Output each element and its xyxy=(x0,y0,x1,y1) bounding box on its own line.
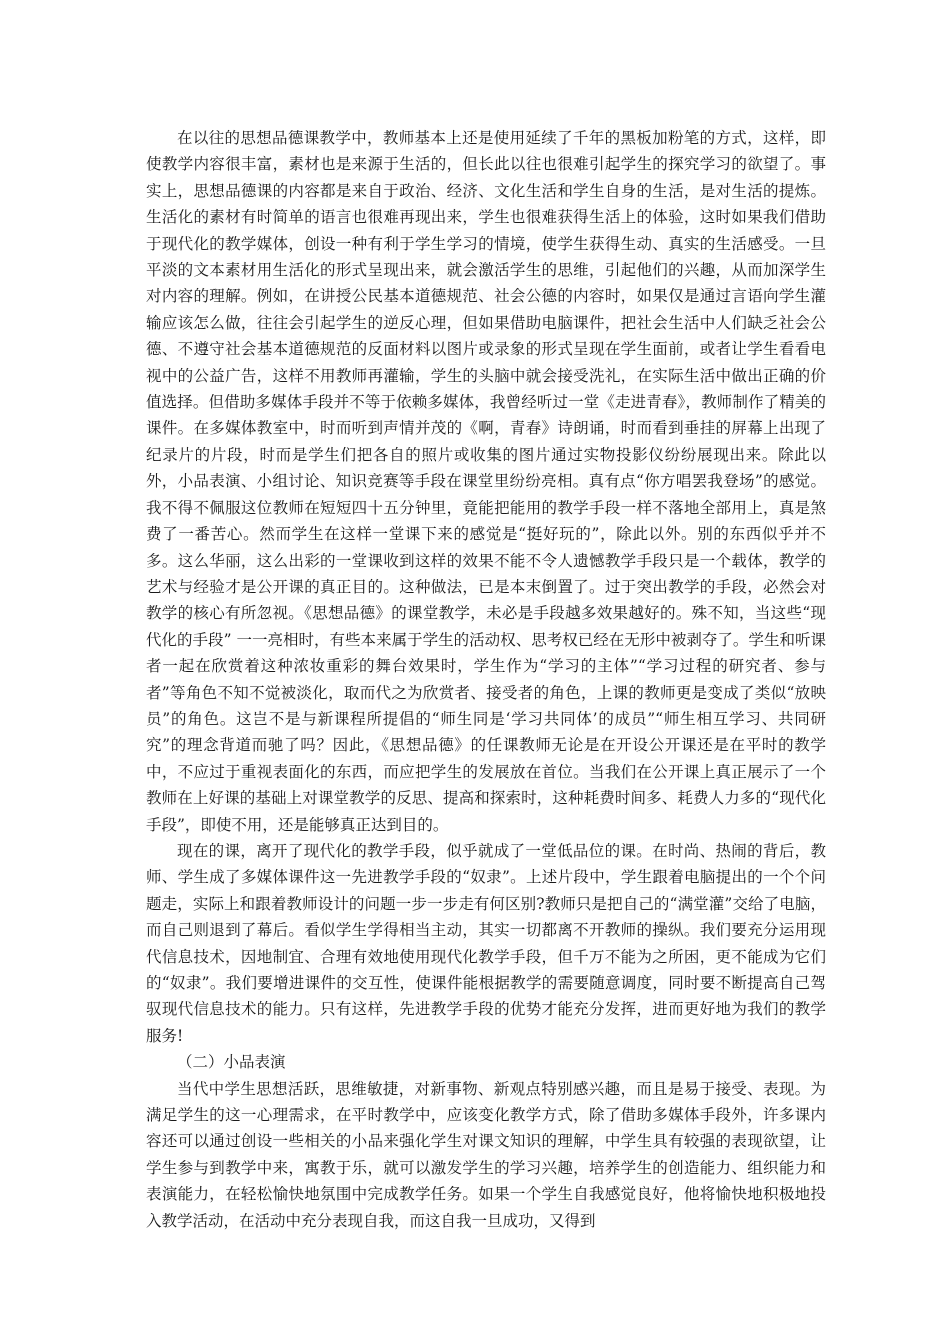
paragraph-multimedia-teaching: 在以往的思想品德课教学中，教师基本上还是使用延续了千年的黑板加粉笔的方式，这样，即使教学内容很丰富，素材也是来源于生活的，但长此以往也很难引起学生的探究学习的欲望了。事实上，思想品德课的内容都是来自于政治、经济、文化生活和学生自身的生活，是对生活的提炼。生活化的素材有时简单的语言也很难再现出来，学生也很难获得生活上的体验，这时如果我们借助于现代化的教学媒体，创设一种有利于学生学习的情境，使学生获得生动、真实的生活感受。一旦平淡的文本素材用生活化的形式呈现出来，就会激活学生的思维，引起他们的兴趣，从而加深学生对内容的理解。例如，在讲授公民基本道德规范、社会公德的内容时，如果仅是通过言语向学生灌输应该怎么做，往往会引起学生的逆反心理，但如果借助电脑课件，把社会生活中人们缺乏社会公德、不遵守社会基本道德规范的反面材料以图片或录象的形式呈现在学生面前，或者让学生看看电视中的公益广告，这样不用教师再灌输，学生的头脑中就会接受洗礼，在实际生活中做出正确的价值选择。但借助多媒体手段并不等于依赖多媒体，我曾经听过一堂《走进青春》，教师制作了精美的课件。在多媒体教室中，时而听到声情并茂的《啊，青春》诗朗诵，时而看到垂挂的屏幕上出现了纪录片的片段，时而是学生们把各自的照片或收集的图片通过实物投影仪纷纷展现出来。除此以外，小品表演、小组讨论、知识竞赛等手段在课堂里纷纷亮相。真有点“你方唱罢我登场”的感觉。我不得不佩服这位教师在短短四十五分钟里，竟能把能用的教学手段一样不落地全部用上，真是煞费了一番苦心。然而学生在这样一堂课下来的感觉是“挺好玩的”，除此以外。别的东西似乎并不多。这么华丽，这么出彩的一堂课收到这样的效果不能不令人遗憾教学手段只是一个载体，教学的艺术与经验才是公开课的真正目的。这种做法，已是本末倒置了。过于突出教学的手段，必然会对教学的核心有所忽视。《思想品德》的课堂教学，未必是手段越多效果越好的。殊不知，当这些“现代化的手段” 一一亮相时，有些本来属于学生的活动权、思考权已经在无形中被剥夺了。学生和听课者一起在欣赏着这种浓妆重彩的舞台效果时，学生作为“学习的主体”“学习过程的研究者、参与者”等角色不知不觉被淡化，取而代之为欣赏者、接受者的角色，上课的教师更是变成了类似“放映员”的角色。这岂不是与新课程所提倡的“师生同是‘学习共同体’的成员”“师生相互学习、共同研究”的理念背道而驰了吗？因此，《思想品德》的任课教师无论是在开设公开课还是在平时的教学中，不应过于重视表面化的东西，而应把学生的发展放在首位。当我们在公开课上真正展示了一个教师在上好课的基础上对课堂教学的反思、提高和探索时，这种耗费时间多、耗费人力多的“现代化手段”，即使不用，还是能够真正达到目的。 xyxy=(146,129,826,834)
section-heading-sketch-performance: （二）小品表演 xyxy=(177,1053,286,1072)
paragraph-sketch-performance: 当代中学生思想活跃，思维敏捷，对新事物、新观点特别感兴趣，而且是易于接受、表现。为满足学生的这一心理需求，在平时教学中，应该变化教学方式，除了借助多媒体手段外，许多课内容还可以通过创设一些相关的小品来强化学生对课文知识的理解，中学生具有较强的表现欲望，让学生参与到教学中来，寓教于乐，就可以激发学生的学习兴趣，培养学生的创造能力、组织能力和表演能力，在轻松愉快地氛围中完成教学任务。如果一个学生自我感觉良好，他将愉快地积极地投入教学活动，在活动中充分表现自我，而这自我一旦成功，又得到 xyxy=(146,1079,826,1230)
document-body xyxy=(146,125,826,1234)
paragraph-modern-means: 现在的课，离开了现代化的教学手段，似乎就成了一堂低品位的课。在时尚、热闹的背后，教师、学生成了多媒体课件这一先进教学手段的“奴隶”。上述片段中，学生跟着电脑提出的一个个问题走，实际上和跟着教师设计的问题一步一步走有何区别?教师只是把自己的“满堂灌”交给了电脑，而自己则退到了幕后。看似学生学得相当主动，其实一切都离不开教师的操纵。我们要充分运用现代信息技术，因地制宜、合理有效地使用现代化教学手段，但千万不能为之所困，更不能成为它们的“奴隶”。我们要增进课件的交互性，使课件能根据教学的需要随意调度，同时要不断提高自己驾驭现代信息技术的能力。只有这样，先进教学手段的优势才能充分发挥，进而更好地为我们的教学服务! xyxy=(146,841,826,1045)
